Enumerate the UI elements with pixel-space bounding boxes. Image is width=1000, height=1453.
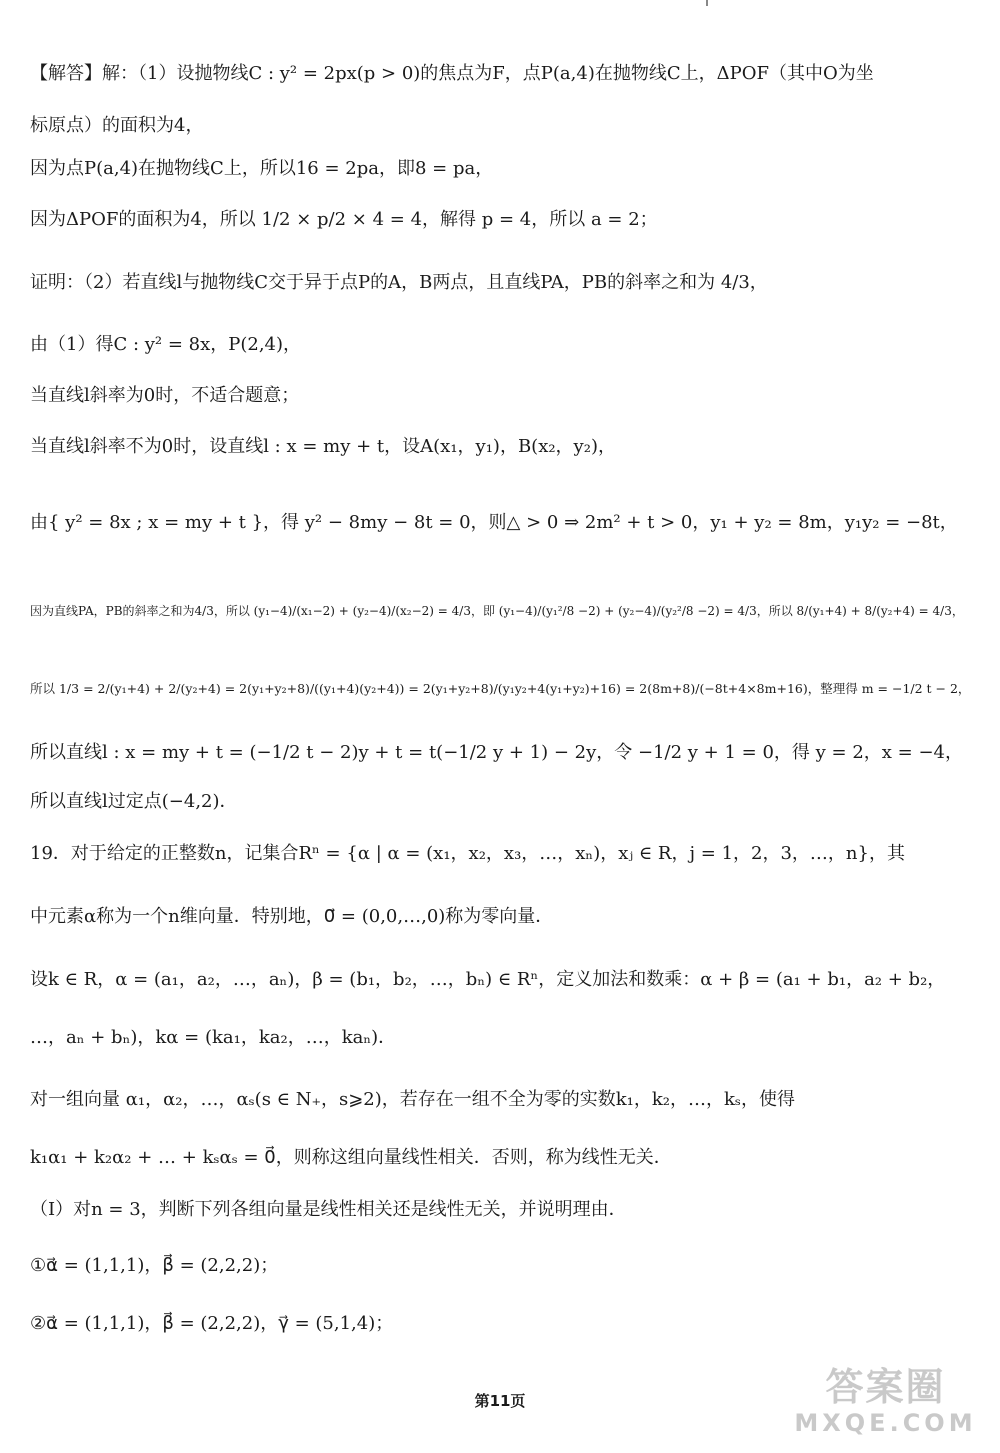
text-line: 19．对于给定的正整数n，记集合Rⁿ = {α | α = (x₁，x₂，x₃，…，xₙ)，xⱼ ∈ R，j = 1，2，3，…，n}，其	[30, 843, 905, 864]
text-line: 因为直线PA，PB的斜率之和为4/3，所以 (y₁−4)/(x₁−2) + (y₂−4)/(x₂−2) = 4/3，即 (y₁−4)/(y₁²/8 −2) + (y₂−4)/(y₂²/8 −2) = 4/3，所以 8/(y₁+4) + 8/(y₂+4) = 4/3，	[30, 604, 964, 618]
text-line: 【解答】解：（1）设抛物线C : y² = 2px(p > 0)的焦点为F，点P(a,4)在抛物线C上，ΔPOF（其中O为坐	[30, 63, 874, 84]
text-line: 设k ∈ R，α = (a₁，a₂，…，aₙ)，β = (b₁，b₂，…，bₙ) ∈ Rⁿ，定义加法和数乘：α + β = (a₁ + b₁，a₂ + b₂，	[30, 969, 946, 990]
text-line: 所以 1/3 = 2/(y₁+4) + 2/(y₂+4) = 2(y₁+y₂+8)/((y₁+4)(y₂+4)) = 2(y₁+y₂+8)/(y₁y₂+4(y₁+y₂)+16) = 2(8m+8)/(−8t+4×8m+16)，整理得 m = −1/2 t − 2，	[30, 681, 971, 696]
text-line: ②α⃗ = (1,1,1)，β⃗ = (2,2,2)，γ⃗ = (5,1,4)；	[30, 1313, 394, 1334]
text-line: 因为点P(a,4)在抛物线C上，所以16 = 2pa，即8 = pa，	[30, 158, 494, 179]
text-line: 由（1）得C : y² = 8x，P(2,4)，	[30, 334, 302, 355]
page-edge-mark	[706, 0, 708, 6]
watermark-logo	[793, 1365, 978, 1445]
text-line: 对一组向量 α₁，α₂，…，αₛ(s ∈ N₊，s⩾2)，若存在一组不全为零的实数k₁，k₂，…，kₛ，使得	[30, 1089, 795, 1110]
text-line: ①α⃗ = (1,1,1)，β⃗ = (2,2,2)；	[30, 1255, 279, 1276]
text-line: 所以直线l过定点(−4,2)．	[30, 791, 238, 812]
text-line: 证明：（2）若直线l与抛物线C交于异于点P的A，B两点，且直线PA，PB的斜率之和为 4/3，	[30, 272, 768, 293]
text-line: 当直线l斜率不为0时，设直线l : x = my + t，设A(x₁，y₁)，B(x₂，y₂)，	[30, 436, 616, 457]
text-line: 当直线l斜率为0时，不适合题意；	[30, 385, 300, 406]
text-line: 中元素α称为一个n维向量．特别地，0⃗ = (0,0,…,0)称为零向量．	[30, 906, 554, 927]
text-line: 由{ y² = 8x ; x = my + t }，得 y² − 8my − 8t = 0，则△ > 0 ⇒ 2m² + t > 0，y₁ + y₂ = 8m，y₁y₂ = −8t，	[30, 512, 958, 533]
text-line: 标原点）的面积为4，	[30, 115, 204, 136]
watermark-text: 答案圈	[825, 1365, 946, 1409]
text-line: （Ⅰ）对n = 3，判断下列各组向量是线性相关还是线性无关，并说明理由．	[30, 1199, 627, 1220]
watermark-site: MXQE.COM	[794, 1409, 977, 1437]
page-number: 第11页	[474, 1392, 526, 1410]
text-line: 因为ΔPOF的面积为4，所以 1/2 × p/2 × 4 = 4，解得 p = 4，所以 a = 2；	[30, 209, 658, 230]
text-line: k₁α₁ + k₂α₂ + … + kₛαₛ = 0⃗，则称这组向量线性相关．否则，称为线性无关．	[30, 1147, 672, 1168]
text-line: …，aₙ + bₙ)，kα = (ka₁，ka₂，…，kaₙ)．	[30, 1027, 397, 1048]
text-line: 所以直线l : x = my + t = (−1/2 t − 2)y + t = t(−1/2 y + 1) − 2y，令 −1/2 y + 1 = 0，得 y = 2，x = −4，	[30, 742, 963, 763]
